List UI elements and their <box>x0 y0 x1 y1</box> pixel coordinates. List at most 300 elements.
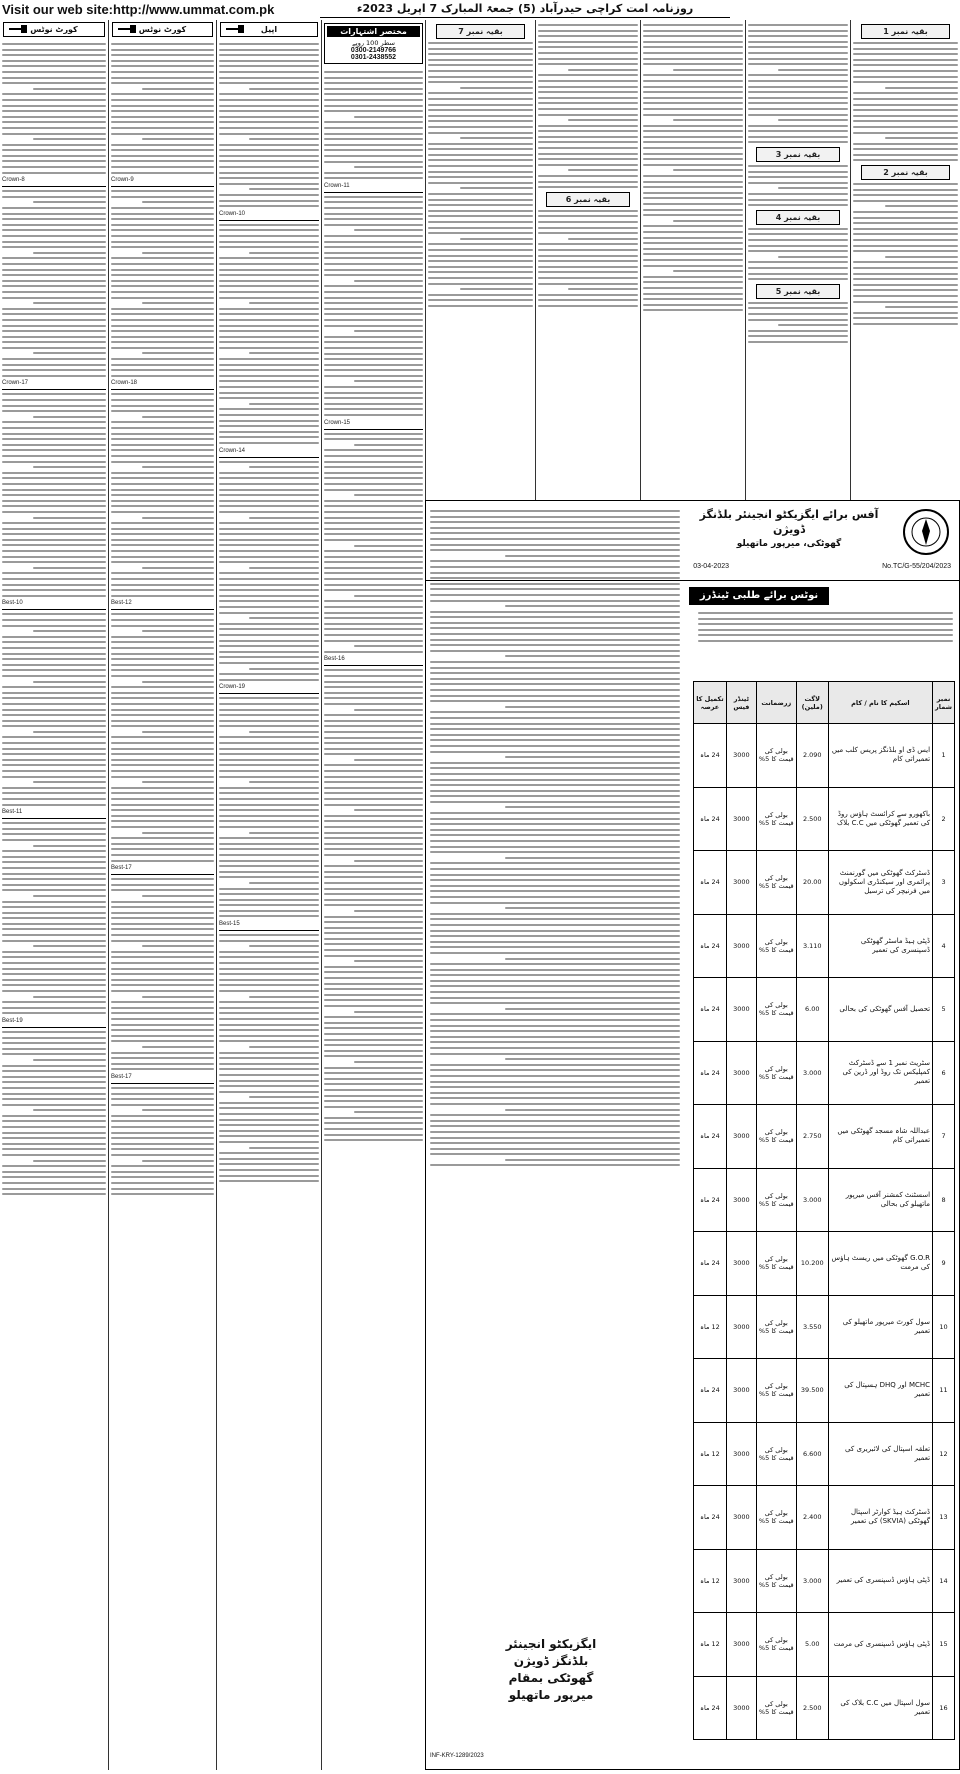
text-line <box>354 229 423 231</box>
text-line <box>111 544 214 546</box>
tender-cell-fee: 3000 <box>726 1486 756 1550</box>
text-line <box>219 595 319 597</box>
text-line <box>2 867 106 869</box>
masthead: روزنامہ امت کراچی حیدرآباد (5) جمعۃ المبارک 7 اپریل 2023ء <box>320 2 730 18</box>
text-line <box>111 280 214 282</box>
text-line <box>428 215 533 217</box>
tender-cell-cost: 2.500 <box>796 1676 828 1740</box>
text-line <box>219 628 319 630</box>
text-line <box>219 194 319 196</box>
text-line <box>111 438 214 440</box>
website-url[interactable]: Visit our web site:http://www.ummat.com.pk <box>2 2 275 17</box>
text-line <box>33 416 106 418</box>
tender-cell-name: عبداللہ شاہ مسجد گھوٹکی میں تعمیراتی کام <box>828 1105 932 1169</box>
text-line <box>219 241 319 243</box>
text-line <box>568 238 638 240</box>
text-line <box>111 759 214 761</box>
text-line <box>2 912 106 914</box>
text-line <box>142 832 214 834</box>
text-line <box>428 221 533 223</box>
tender-cell-time: 24 ماہ <box>694 787 727 851</box>
text-line <box>111 421 214 423</box>
text-line <box>2 595 106 597</box>
text-line <box>430 829 680 831</box>
text-line <box>2 330 106 332</box>
text-line <box>643 209 743 211</box>
text-line <box>324 466 423 468</box>
text-line <box>324 397 423 399</box>
text-line <box>430 1092 680 1094</box>
text-line <box>324 737 423 739</box>
classified-phone-1[interactable]: 0300-2149766 <box>350 47 397 54</box>
text-line <box>324 257 423 259</box>
text-line <box>538 80 638 82</box>
text-line <box>219 77 319 79</box>
col-fee: ٹینڈر فیس <box>726 682 756 724</box>
text-line <box>111 330 214 332</box>
text-line <box>430 762 680 764</box>
text-line <box>111 692 214 694</box>
text-line <box>324 1117 423 1119</box>
text-line <box>2 675 106 677</box>
text-line <box>748 193 848 195</box>
text-line <box>142 681 214 683</box>
text-line <box>249 945 319 947</box>
text-line <box>111 511 214 513</box>
text-line <box>853 317 958 319</box>
tender-cell-time: 24 ماہ <box>694 1486 727 1550</box>
text-line <box>538 186 638 188</box>
text-line <box>853 70 958 72</box>
text-line <box>249 403 319 405</box>
continuation-heading: بقیہ نمبر 2 <box>861 165 950 180</box>
text-line <box>111 753 214 755</box>
text-line <box>538 24 638 26</box>
text-line <box>219 798 319 800</box>
text-line <box>2 792 106 794</box>
tender-cell-time: 24 ماہ <box>694 914 727 978</box>
tender-cell-name: اسسٹنٹ کمشنر آفس میرپور ماتھیلو کی بحالی <box>828 1168 932 1232</box>
text-line <box>748 313 848 315</box>
text-line <box>430 874 680 876</box>
notice-divider <box>2 1027 106 1028</box>
text-line <box>324 213 423 215</box>
text-line <box>324 341 423 343</box>
text-line <box>2 764 106 766</box>
notice-divider <box>2 609 106 610</box>
text-line <box>111 878 214 880</box>
text-line <box>111 714 214 716</box>
text-line <box>324 628 423 630</box>
text-line <box>111 144 214 146</box>
text-line <box>111 308 214 310</box>
tender-cell-no: 4 <box>933 914 955 978</box>
text-line <box>219 550 319 552</box>
ad-code-label: Best-10 <box>2 600 23 607</box>
text-line <box>111 494 214 496</box>
text-line <box>219 280 319 282</box>
text-line <box>748 74 848 76</box>
text-line <box>2 641 106 643</box>
text-line <box>219 431 319 433</box>
text-line <box>324 572 423 574</box>
text-line <box>111 224 214 226</box>
text-line <box>219 43 319 45</box>
text-line <box>219 820 319 822</box>
text-line <box>324 865 423 867</box>
text-line <box>324 1095 423 1097</box>
text-line <box>111 500 214 502</box>
text-line <box>249 352 319 354</box>
text-line <box>428 120 533 122</box>
text-line <box>324 798 423 800</box>
text-line <box>2 578 106 580</box>
text-line <box>33 996 106 998</box>
text-line <box>2 213 106 215</box>
text-line <box>324 1005 423 1007</box>
text-line <box>219 539 319 541</box>
text-line <box>111 820 214 822</box>
text-line <box>2 54 106 56</box>
tender-cell-time: 24 ماہ <box>694 724 727 788</box>
text-line <box>430 997 680 999</box>
text-line <box>111 572 214 574</box>
text-line <box>111 65 214 67</box>
text-line <box>324 1139 423 1141</box>
text-line <box>2 636 106 638</box>
tender-cell-cost: 6.00 <box>796 978 828 1042</box>
text-line <box>219 380 319 382</box>
text-line <box>324 133 423 135</box>
text-line <box>324 988 423 990</box>
text-line <box>219 82 319 84</box>
text-line <box>673 69 743 71</box>
text-line <box>249 517 319 519</box>
text-line <box>142 201 214 203</box>
text-line <box>643 97 743 99</box>
text-line <box>111 505 214 507</box>
text-line <box>354 910 423 912</box>
text-line <box>538 74 638 76</box>
text-line <box>430 745 680 747</box>
text-line <box>249 88 319 90</box>
text-line <box>219 224 319 226</box>
text-line <box>2 93 106 95</box>
tender-cell-name: تعلقہ اسپتال کی لائبریری کی تعمیر <box>828 1422 932 1486</box>
text-line <box>538 175 638 177</box>
text-line <box>111 313 214 315</box>
text-line <box>219 1057 319 1059</box>
text-line <box>324 297 423 299</box>
text-line <box>324 235 423 237</box>
text-line <box>2 561 106 563</box>
text-line <box>249 567 319 569</box>
text-line <box>111 1093 214 1095</box>
text-line <box>2 742 106 744</box>
text-line <box>219 489 319 491</box>
classified-phone-2[interactable]: 0301-2438552 <box>350 54 397 61</box>
text-line <box>324 414 423 416</box>
continuation-column-3 <box>640 20 745 500</box>
text-line <box>643 225 743 227</box>
text-line <box>430 516 680 518</box>
text-line <box>430 1120 680 1122</box>
text-line <box>324 843 423 845</box>
text-line <box>111 848 214 850</box>
text-line <box>219 105 319 107</box>
text-line <box>643 80 743 82</box>
text-line <box>324 144 423 146</box>
text-line <box>219 477 319 479</box>
notice-divider <box>2 186 106 187</box>
text-line <box>219 274 319 276</box>
text-line <box>324 787 423 789</box>
text-line <box>324 686 423 688</box>
text-line <box>33 466 106 468</box>
text-line <box>643 52 743 54</box>
text-line <box>2 410 106 412</box>
text-line <box>219 246 319 248</box>
text-line <box>219 940 319 942</box>
text-line <box>249 1046 319 1048</box>
text-line <box>538 243 638 245</box>
text-line <box>111 347 214 349</box>
text-line <box>2 759 106 761</box>
notice-divider <box>111 389 214 390</box>
text-line <box>2 472 106 474</box>
text-line <box>324 319 423 321</box>
text-line <box>142 731 214 733</box>
text-line <box>111 787 214 789</box>
text-line <box>354 116 423 118</box>
text-line <box>643 197 743 199</box>
notice-divider <box>2 389 106 390</box>
text-line <box>505 958 680 960</box>
text-line <box>2 917 106 919</box>
text-line <box>643 304 743 306</box>
text-line <box>428 154 533 156</box>
notice-divider <box>111 1083 214 1084</box>
text-line <box>2 770 106 772</box>
text-line <box>673 169 743 171</box>
text-line <box>430 633 680 635</box>
text-line <box>428 59 533 61</box>
text-line <box>111 1176 214 1178</box>
tender-cell-cost: 3.550 <box>796 1295 828 1359</box>
text-line <box>2 979 106 981</box>
text-line <box>324 748 423 750</box>
tender-cell-no: 10 <box>933 1295 955 1359</box>
text-line <box>430 661 680 663</box>
text-line <box>219 257 319 259</box>
text-line <box>2 433 106 435</box>
text-line <box>111 979 214 981</box>
court-notices-text <box>109 39 216 1200</box>
text-line <box>111 951 214 953</box>
notice-divider <box>219 693 319 694</box>
text-line <box>643 237 743 239</box>
text-line <box>748 130 848 132</box>
text-line <box>2 669 106 671</box>
text-line <box>219 910 319 912</box>
text-line <box>111 133 214 135</box>
text-line <box>568 69 638 71</box>
text-line <box>324 1033 423 1035</box>
text-line <box>111 956 214 958</box>
text-line <box>219 1040 319 1042</box>
text-line <box>2 828 106 830</box>
text-line <box>853 200 958 202</box>
text-line <box>643 102 743 104</box>
text-line <box>324 893 423 895</box>
text-line <box>430 739 680 741</box>
text-line <box>324 871 423 873</box>
text-line <box>2 218 106 220</box>
text-line <box>324 904 423 906</box>
text-line <box>2 1042 106 1044</box>
text-line <box>2 1053 106 1055</box>
tender-cell-cost: 2.750 <box>796 1105 828 1169</box>
text-line <box>853 76 958 78</box>
text-line <box>2 405 106 407</box>
text-line <box>538 271 638 273</box>
notice-divider <box>219 220 319 221</box>
text-line <box>428 53 533 55</box>
text-line <box>324 438 423 440</box>
text-line <box>2 144 106 146</box>
text-line <box>219 544 319 546</box>
text-line <box>111 1024 214 1026</box>
text-line <box>111 1154 214 1156</box>
text-line <box>249 832 319 834</box>
text-line <box>2 889 106 891</box>
text-line <box>219 697 319 699</box>
text-line <box>111 155 214 157</box>
text-line <box>505 907 680 909</box>
text-line <box>853 42 958 44</box>
text-line <box>2 235 106 237</box>
text-line <box>142 996 214 998</box>
text-line <box>2 246 106 248</box>
text-line <box>324 347 423 349</box>
text-line <box>324 1044 423 1046</box>
text-line <box>430 1019 680 1021</box>
text-line <box>430 627 680 629</box>
text-line <box>430 896 680 898</box>
text-line <box>460 238 534 240</box>
text-line <box>324 403 423 405</box>
tender-cell-name: سول اسپتال میں C.C بلاک کی تعمیر <box>828 1676 932 1740</box>
text-line <box>430 963 680 965</box>
text-line <box>219 600 319 602</box>
text-line <box>460 187 534 189</box>
tender-cell-no: 5 <box>933 978 955 1042</box>
text-line <box>219 392 319 394</box>
text-line <box>430 751 680 753</box>
text-line <box>219 584 319 586</box>
text-line <box>111 1126 214 1128</box>
tender-cell-time: 12 ماہ <box>694 1549 727 1613</box>
text-line <box>2 973 106 975</box>
tender-footer-reference: INF-KRY-1289/2023 <box>430 1753 484 1759</box>
notice-divider <box>324 665 423 666</box>
text-line <box>748 228 848 230</box>
text-line <box>324 561 423 563</box>
text-line <box>2 833 106 835</box>
text-line <box>33 845 106 847</box>
text-line <box>219 528 319 530</box>
text-line <box>2 878 106 880</box>
text-line <box>219 979 319 981</box>
text-line <box>643 46 743 48</box>
tender-cell-cost: 5.00 <box>796 1613 828 1677</box>
text-line <box>249 252 319 254</box>
tender-cell-name: سول کورٹ میرپور ماتھیلو کی تعمیر <box>828 1295 932 1359</box>
text-line <box>748 176 848 178</box>
text-line <box>643 259 743 261</box>
text-line <box>2 166 106 168</box>
text-line <box>568 169 638 171</box>
text-line <box>324 1039 423 1041</box>
text-line <box>538 283 638 285</box>
text-line <box>219 899 319 901</box>
text-line <box>324 826 423 828</box>
text-line <box>111 105 214 107</box>
continuation-column-4 <box>745 20 850 500</box>
tender-table-row <box>694 978 955 1042</box>
text-line <box>219 500 319 502</box>
text-line <box>219 640 319 642</box>
text-line <box>2 664 106 666</box>
text-line <box>111 229 214 231</box>
text-line <box>111 410 214 412</box>
text-line <box>2 1137 106 1139</box>
ad-code-label: Crown-19 <box>219 684 246 691</box>
text-line <box>324 88 423 90</box>
text-line <box>111 815 214 817</box>
tender-cell-no: 15 <box>933 1613 955 1677</box>
text-line <box>853 273 958 275</box>
text-line <box>2 776 106 778</box>
text-line <box>111 235 214 237</box>
tender-table-row <box>694 1613 955 1677</box>
text-line <box>643 253 743 255</box>
text-line <box>643 30 743 32</box>
text-line <box>324 218 423 220</box>
text-line <box>219 1029 319 1031</box>
text-line <box>219 634 319 636</box>
text-line <box>2 461 106 463</box>
text-line <box>111 285 214 287</box>
text-line <box>324 600 423 602</box>
text-line <box>33 945 106 947</box>
tender-cell-no: 11 <box>933 1359 955 1423</box>
text-line <box>324 882 423 884</box>
text-line <box>2 1193 106 1195</box>
text-line <box>219 229 319 231</box>
text-line <box>748 182 848 184</box>
text-line <box>354 494 423 496</box>
text-line <box>219 425 319 427</box>
text-line <box>2 105 106 107</box>
text-line <box>853 109 958 111</box>
text-line <box>219 494 319 496</box>
text-line <box>324 149 423 151</box>
text-line <box>324 138 423 140</box>
tender-table-row <box>694 1486 955 1550</box>
text-line <box>2 196 106 198</box>
text-line <box>853 233 958 235</box>
